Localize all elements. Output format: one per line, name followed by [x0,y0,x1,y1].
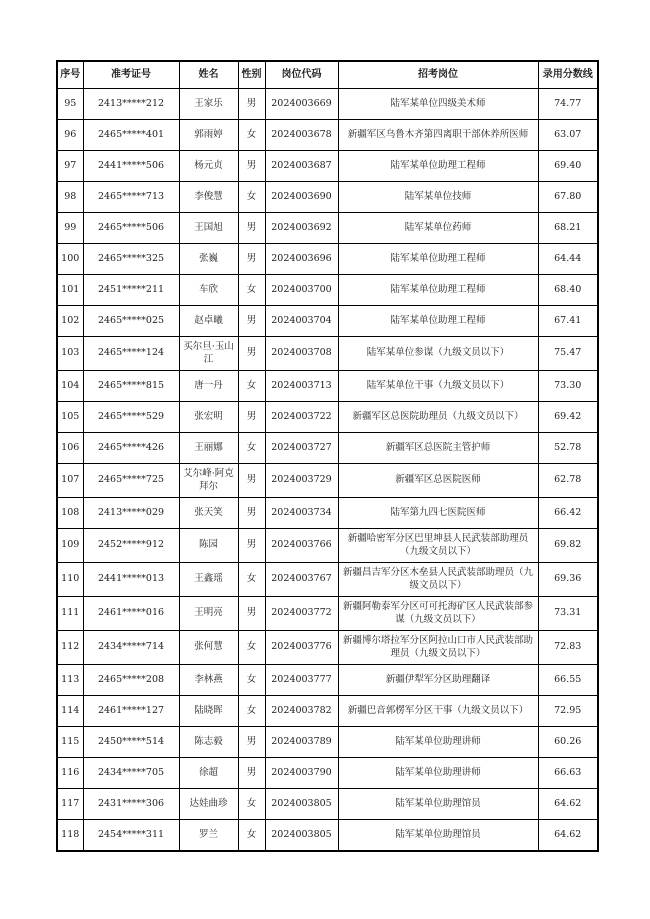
cell-name: 王国旭 [179,213,238,244]
cell-exam-id: 2465*****208 [83,665,179,696]
cell-gender: 男 [238,337,265,371]
cell-score: 66.63 [538,758,598,789]
cell-name: 唐一丹 [179,371,238,402]
cell-position-code: 2024003789 [265,727,338,758]
cell-gender: 男 [238,758,265,789]
cell-score: 72.95 [538,696,598,727]
cell-name: 李林燕 [179,665,238,696]
cell-name: 王丽娜 [179,433,238,464]
cell-name: 陈志毅 [179,727,238,758]
cell-index: 112 [57,631,83,665]
table-row [57,631,598,665]
cell-gender: 男 [238,244,265,275]
cell-position-code: 2024003704 [265,306,338,337]
cell-index: 117 [57,789,83,820]
cell-exam-id: 2465*****025 [83,306,179,337]
cell-score: 69.36 [538,563,598,597]
cell-position: 新疆伊犁军分区助理翻译 [338,665,538,696]
cell-exam-id: 2451*****211 [83,275,179,306]
cell-gender: 女 [238,182,265,213]
cell-position: 陆军某单位助理馆员 [338,820,538,852]
cell-name: 赵卓曦 [179,306,238,337]
table-row [57,89,598,120]
cell-index: 106 [57,433,83,464]
cell-name: 罗兰 [179,820,238,852]
cell-exam-id: 2465*****725 [83,464,179,498]
cell-index: 103 [57,337,83,371]
cell-position: 新疆昌吉军分区木垒县人民武装部助理员（九级文员以下） [338,563,538,597]
cell-index: 98 [57,182,83,213]
table-row [57,665,598,696]
cell-exam-id: 2461*****016 [83,597,179,631]
table-row [57,820,598,852]
cell-gender: 女 [238,433,265,464]
table-row [57,182,598,213]
cell-index: 116 [57,758,83,789]
cell-position-code: 2024003713 [265,371,338,402]
table-row [57,402,598,433]
cell-score: 66.42 [538,498,598,529]
table-row [57,120,598,151]
cell-score: 64.44 [538,244,598,275]
cell-position-code: 2024003772 [265,597,338,631]
table-row [57,371,598,402]
cell-position: 陆军某单位药师 [338,213,538,244]
cell-name: 艾尔峰·阿克拜尔 [179,464,238,498]
cell-gender: 女 [238,563,265,597]
score-table [56,60,599,852]
table-row [57,789,598,820]
table-row [57,151,598,182]
cell-name: 张天笑 [179,498,238,529]
cell-index: 104 [57,371,83,402]
cell-position: 陆军某单位干事（九级文员以下） [338,371,538,402]
cell-exam-id: 2413*****029 [83,498,179,529]
col-header-exam-id: 准考证号 [83,61,179,89]
table-row [57,563,598,597]
cell-position: 陆军某单位助理馆员 [338,789,538,820]
cell-gender: 女 [238,696,265,727]
table-row [57,597,598,631]
cell-position: 新疆博尔塔拉军分区阿拉山口市人民武装部助理员（九级文员以下） [338,631,538,665]
cell-index: 109 [57,529,83,563]
cell-gender: 男 [238,402,265,433]
cell-position-code: 2024003805 [265,789,338,820]
cell-exam-id: 2441*****506 [83,151,179,182]
cell-position: 陆军某单位助理工程师 [338,151,538,182]
table-row [57,498,598,529]
cell-name: 张何慧 [179,631,238,665]
cell-name: 杨元贞 [179,151,238,182]
cell-score: 62.78 [538,464,598,498]
cell-exam-id: 2413*****212 [83,89,179,120]
cell-gender: 男 [238,727,265,758]
cell-position: 新疆军区乌鲁木齐第四离职干部休养所医师 [338,120,538,151]
cell-index: 101 [57,275,83,306]
cell-name: 达娃曲珍 [179,789,238,820]
cell-exam-id: 2465*****815 [83,371,179,402]
cell-exam-id: 2465*****713 [83,182,179,213]
cell-position: 陆军某单位参谋（九级文员以下） [338,337,538,371]
cell-exam-id: 2452*****912 [83,529,179,563]
cell-position-code: 2024003678 [265,120,338,151]
cell-position-code: 2024003690 [265,182,338,213]
cell-exam-id: 2465*****401 [83,120,179,151]
cell-index: 111 [57,597,83,631]
col-header-gender: 性别 [238,61,265,89]
cell-index: 97 [57,151,83,182]
col-header-score: 录用分数线 [538,61,598,89]
table-row [57,275,598,306]
cell-position-code: 2024003687 [265,151,338,182]
cell-exam-id: 2465*****124 [83,337,179,371]
cell-exam-id: 2461*****127 [83,696,179,727]
cell-position-code: 2024003766 [265,529,338,563]
cell-score: 64.62 [538,820,598,852]
cell-position: 新疆哈密军分区巴里坤县人民武装部助理员（九级文员以下） [338,529,538,563]
cell-position: 陆军某单位助理工程师 [338,306,538,337]
cell-position: 陆军某单位助理讲师 [338,758,538,789]
cell-score: 52.78 [538,433,598,464]
cell-position: 陆军某单位技师 [338,182,538,213]
cell-position: 新疆军区总医院主管护师 [338,433,538,464]
cell-name: 车欣 [179,275,238,306]
cell-name: 王鑫瑶 [179,563,238,597]
cell-gender: 男 [238,498,265,529]
col-header-name: 姓名 [179,61,238,89]
cell-score: 73.31 [538,597,598,631]
cell-index: 113 [57,665,83,696]
cell-position-code: 2024003700 [265,275,338,306]
cell-score: 68.40 [538,275,598,306]
cell-gender: 女 [238,665,265,696]
cell-index: 102 [57,306,83,337]
cell-score: 69.40 [538,151,598,182]
col-header-position-code: 岗位代码 [265,61,338,89]
cell-gender: 女 [238,631,265,665]
table-row [57,758,598,789]
cell-position-code: 2024003722 [265,402,338,433]
table-header-row [57,61,598,89]
cell-index: 96 [57,120,83,151]
table-row [57,433,598,464]
cell-gender: 男 [238,529,265,563]
cell-position-code: 2024003805 [265,820,338,852]
cell-position: 新疆军区总医院助理员（九级文员以下） [338,402,538,433]
table-row [57,464,598,498]
cell-index: 115 [57,727,83,758]
cell-exam-id: 2450*****514 [83,727,179,758]
cell-score: 67.41 [538,306,598,337]
cell-gender: 女 [238,120,265,151]
cell-score: 64.62 [538,789,598,820]
cell-name: 王明亮 [179,597,238,631]
cell-exam-id: 2465*****426 [83,433,179,464]
cell-gender: 男 [238,306,265,337]
cell-position: 陆军某单位四级美术师 [338,89,538,120]
cell-score: 67.80 [538,182,598,213]
cell-position-code: 2024003776 [265,631,338,665]
cell-score: 60.26 [538,727,598,758]
cell-position-code: 2024003727 [265,433,338,464]
table-body [57,89,598,852]
cell-index: 108 [57,498,83,529]
cell-position-code: 2024003669 [265,89,338,120]
cell-gender: 男 [238,213,265,244]
table-row [57,213,598,244]
cell-name: 王家乐 [179,89,238,120]
cell-position-code: 2024003782 [265,696,338,727]
cell-exam-id: 2431*****306 [83,789,179,820]
cell-exam-id: 2434*****714 [83,631,179,665]
cell-score: 68.21 [538,213,598,244]
cell-score: 69.42 [538,402,598,433]
cell-gender: 女 [238,820,265,852]
cell-gender: 女 [238,789,265,820]
cell-index: 107 [57,464,83,498]
cell-name: 郭雨婷 [179,120,238,151]
cell-position-code: 2024003692 [265,213,338,244]
cell-position: 陆军某单位助理工程师 [338,244,538,275]
col-header-position: 招考岗位 [338,61,538,89]
cell-score: 73.30 [538,371,598,402]
cell-name: 张宏明 [179,402,238,433]
cell-index: 110 [57,563,83,597]
cell-gender: 男 [238,464,265,498]
cell-index: 95 [57,89,83,120]
cell-position: 陆军某单位助理讲师 [338,727,538,758]
table-row [57,244,598,275]
cell-name: 徐超 [179,758,238,789]
cell-name: 陈园 [179,529,238,563]
table-row [57,727,598,758]
cell-name: 陆晓晖 [179,696,238,727]
cell-score: 72.83 [538,631,598,665]
cell-position-code: 2024003767 [265,563,338,597]
col-header-index: 序号 [57,61,83,89]
cell-gender: 男 [238,89,265,120]
table-row [57,529,598,563]
cell-name: 买尔旦·玉山江 [179,337,238,371]
cell-position-code: 2024003696 [265,244,338,275]
cell-index: 100 [57,244,83,275]
cell-index: 105 [57,402,83,433]
cell-score: 75.47 [538,337,598,371]
cell-position-code: 2024003777 [265,665,338,696]
cell-position: 陆军某单位助理工程师 [338,275,538,306]
cell-index: 99 [57,213,83,244]
cell-exam-id: 2454*****311 [83,820,179,852]
cell-exam-id: 2465*****529 [83,402,179,433]
cell-index: 118 [57,820,83,852]
cell-score: 63.07 [538,120,598,151]
cell-position: 新疆阿勒泰军分区可可托海矿区人民武装部参谋（九级文员以下） [338,597,538,631]
cell-position-code: 2024003708 [265,337,338,371]
cell-gender: 女 [238,371,265,402]
cell-position-code: 2024003790 [265,758,338,789]
cell-gender: 男 [238,597,265,631]
table-row [57,306,598,337]
cell-index: 114 [57,696,83,727]
cell-exam-id: 2441*****013 [83,563,179,597]
table-row [57,337,598,371]
cell-score: 66.55 [538,665,598,696]
cell-exam-id: 2465*****325 [83,244,179,275]
cell-score: 74.77 [538,89,598,120]
cell-position: 新疆军区总医院医师 [338,464,538,498]
cell-position: 陆军第九四七医院医师 [338,498,538,529]
cell-exam-id: 2465*****506 [83,213,179,244]
cell-name: 李俊慧 [179,182,238,213]
cell-name: 张巍 [179,244,238,275]
cell-position-code: 2024003729 [265,464,338,498]
cell-position-code: 2024003734 [265,498,338,529]
cell-gender: 女 [238,275,265,306]
cell-position: 新疆巴音郭楞军分区干事（九级文员以下） [338,696,538,727]
cell-exam-id: 2434*****705 [83,758,179,789]
cell-score: 69.82 [538,529,598,563]
table-row [57,696,598,727]
cell-gender: 男 [238,151,265,182]
